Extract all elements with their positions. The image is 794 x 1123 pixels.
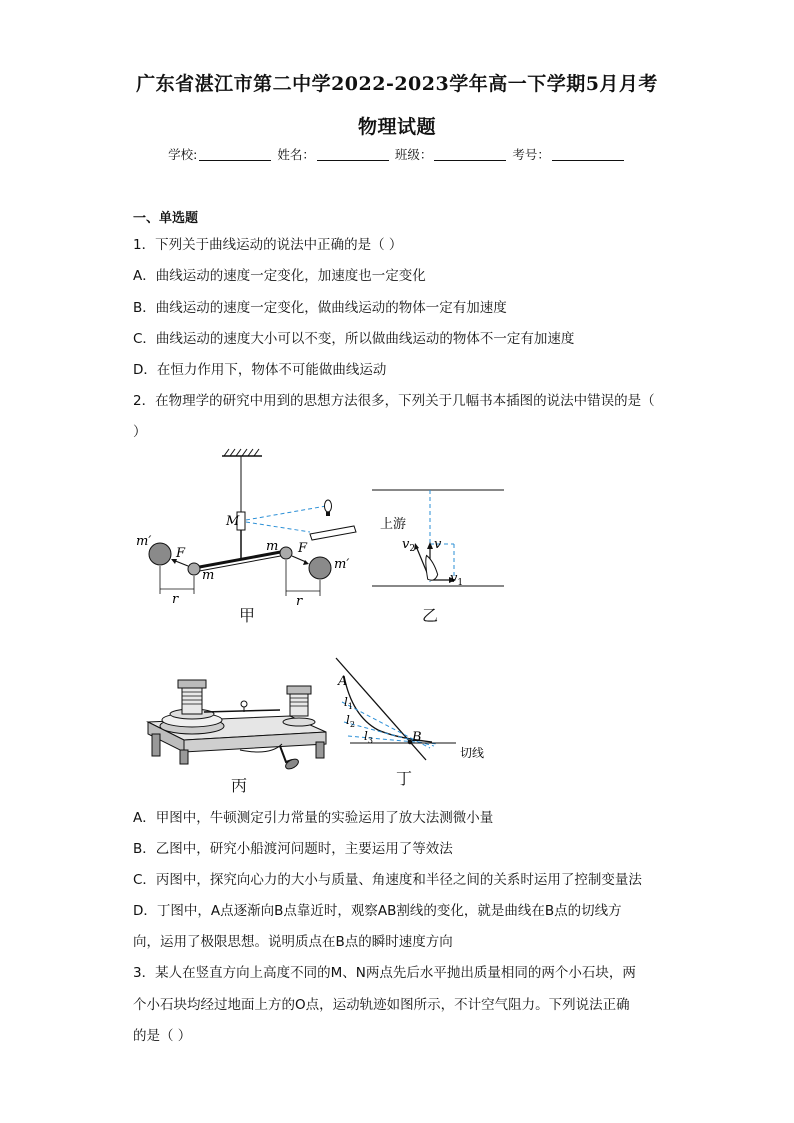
yi-label-v: v: [434, 537, 442, 552]
class-field[interactable]: [434, 148, 506, 161]
yi-label-v1: v: [450, 571, 458, 586]
ding-label-A: A: [338, 674, 348, 689]
jia-label-r-right: r: [296, 594, 303, 609]
q1-option-b: B．曲线运动的速度一定变化，做曲线运动的物体一定有加速度: [133, 300, 507, 316]
q1-stem: 1．下列关于曲线运动的说法中正确的是（ ）: [133, 237, 403, 253]
svg-text:l3: [364, 729, 373, 745]
jia-label-m-left: m: [202, 568, 215, 583]
svg-text:v1: [450, 571, 463, 588]
exam-no-field[interactable]: [552, 148, 624, 161]
svg-text:l2: [346, 713, 355, 729]
q2-option-c: C．丙图中，探究向心力的大小与质量、角速度和半径之间的关系时运用了控制变量法: [133, 872, 642, 888]
class-label: 班级：: [394, 147, 433, 162]
ding-label-l1: l: [344, 695, 348, 709]
ding-label-B: B: [412, 730, 422, 745]
jia-label-m-right: m: [266, 539, 279, 554]
q2-option-d-line1: D．丁图中，A点逐渐向B点靠近时，观察AB割线的变化，就是曲线在B点的切线方: [133, 903, 622, 919]
jia-label-F-right: F: [298, 541, 308, 556]
svg-text:l1: [344, 695, 353, 711]
student-info-line: [0, 145, 794, 163]
exam-no-label: 考号：: [512, 147, 550, 162]
figure-ding: [330, 654, 500, 766]
ding-label-l2-sub: 2: [349, 720, 355, 729]
jia-label-m-prime-left: m′: [136, 534, 152, 549]
q1-option-a: A．曲线运动的速度一定变化，加速度也一定变化: [133, 268, 426, 284]
figure-bing: [140, 664, 340, 774]
q2-stem-line2: ）: [133, 424, 147, 440]
exam-title-line2: 物理试题: [357, 116, 436, 138]
q2-option-a: A．甲图中，牛顿测定引力常量的实验运用了放大法测微小量: [133, 810, 494, 826]
jia-label-m-prime-right: m′: [334, 557, 350, 572]
ding-label-l3: l: [364, 729, 368, 743]
figure-jia: [130, 446, 370, 626]
yi-label-v2: v: [402, 537, 410, 552]
figure-jia-caption: 甲: [239, 606, 256, 625]
jia-label-F-left: F: [176, 546, 186, 561]
q3-stem-line1: 3．某人在竖直方向上高度不同的M、N两点先后水平抛出质量相同的两个小石块，两: [133, 965, 636, 981]
q1-option-d: D．在恒力作用下，物体不可能做曲线运动: [133, 362, 387, 378]
name-label: 姓名：: [277, 147, 315, 162]
ding-label-l1-sub: 1: [347, 702, 353, 711]
jia-label-M: M: [226, 514, 240, 529]
ding-label-tangent: 切线: [460, 746, 485, 760]
q2-stem-line1: 2．在物理学的研究中用到的思想方法很多，下列关于几幅书本插图的说法中错误的是（: [133, 393, 655, 409]
yi-label-upstream: 上游: [380, 517, 407, 532]
exam-title-line1: 广东省湛江市第二中学2022-2023学年高一下学期5月月考: [136, 73, 658, 95]
svg-text:v2: [402, 537, 415, 554]
jia-label-r-left: r: [172, 592, 179, 607]
ding-label-l3-sub: 3: [367, 736, 373, 745]
q2-option-d-line2: 向，运用了极限思想。说明质点在B点的瞬时速度方向: [133, 934, 453, 950]
figure-bing-caption: 丙: [231, 776, 248, 795]
ding-label-l2: l: [346, 713, 350, 727]
figure-ding-caption: 丁: [396, 769, 413, 788]
yi-label-v2-sub: 2: [409, 544, 416, 554]
school-field[interactable]: [199, 148, 271, 161]
q2-option-b: B．乙图中，研究小船渡河问题时，主要运用了等效法: [133, 841, 453, 857]
q1-option-c: C．曲线运动的速度大小可以不变，所以做曲线运动的物体不一定有加速度: [133, 331, 575, 347]
figure-yi: [368, 482, 508, 594]
name-field[interactable]: [317, 148, 389, 161]
school-label: 学校:: [168, 147, 198, 162]
q3-stem-line3: 的是（ ）: [133, 1028, 192, 1044]
q3-stem-line2: 个小石块均经过地面上方的O点，运动轨迹如图所示，不计空气阻力。下列说法正确: [133, 997, 630, 1013]
yi-label-v1-sub: 1: [457, 578, 464, 588]
figure-yi-caption: 乙: [422, 606, 439, 625]
section-title: 一、单选题: [133, 211, 199, 226]
